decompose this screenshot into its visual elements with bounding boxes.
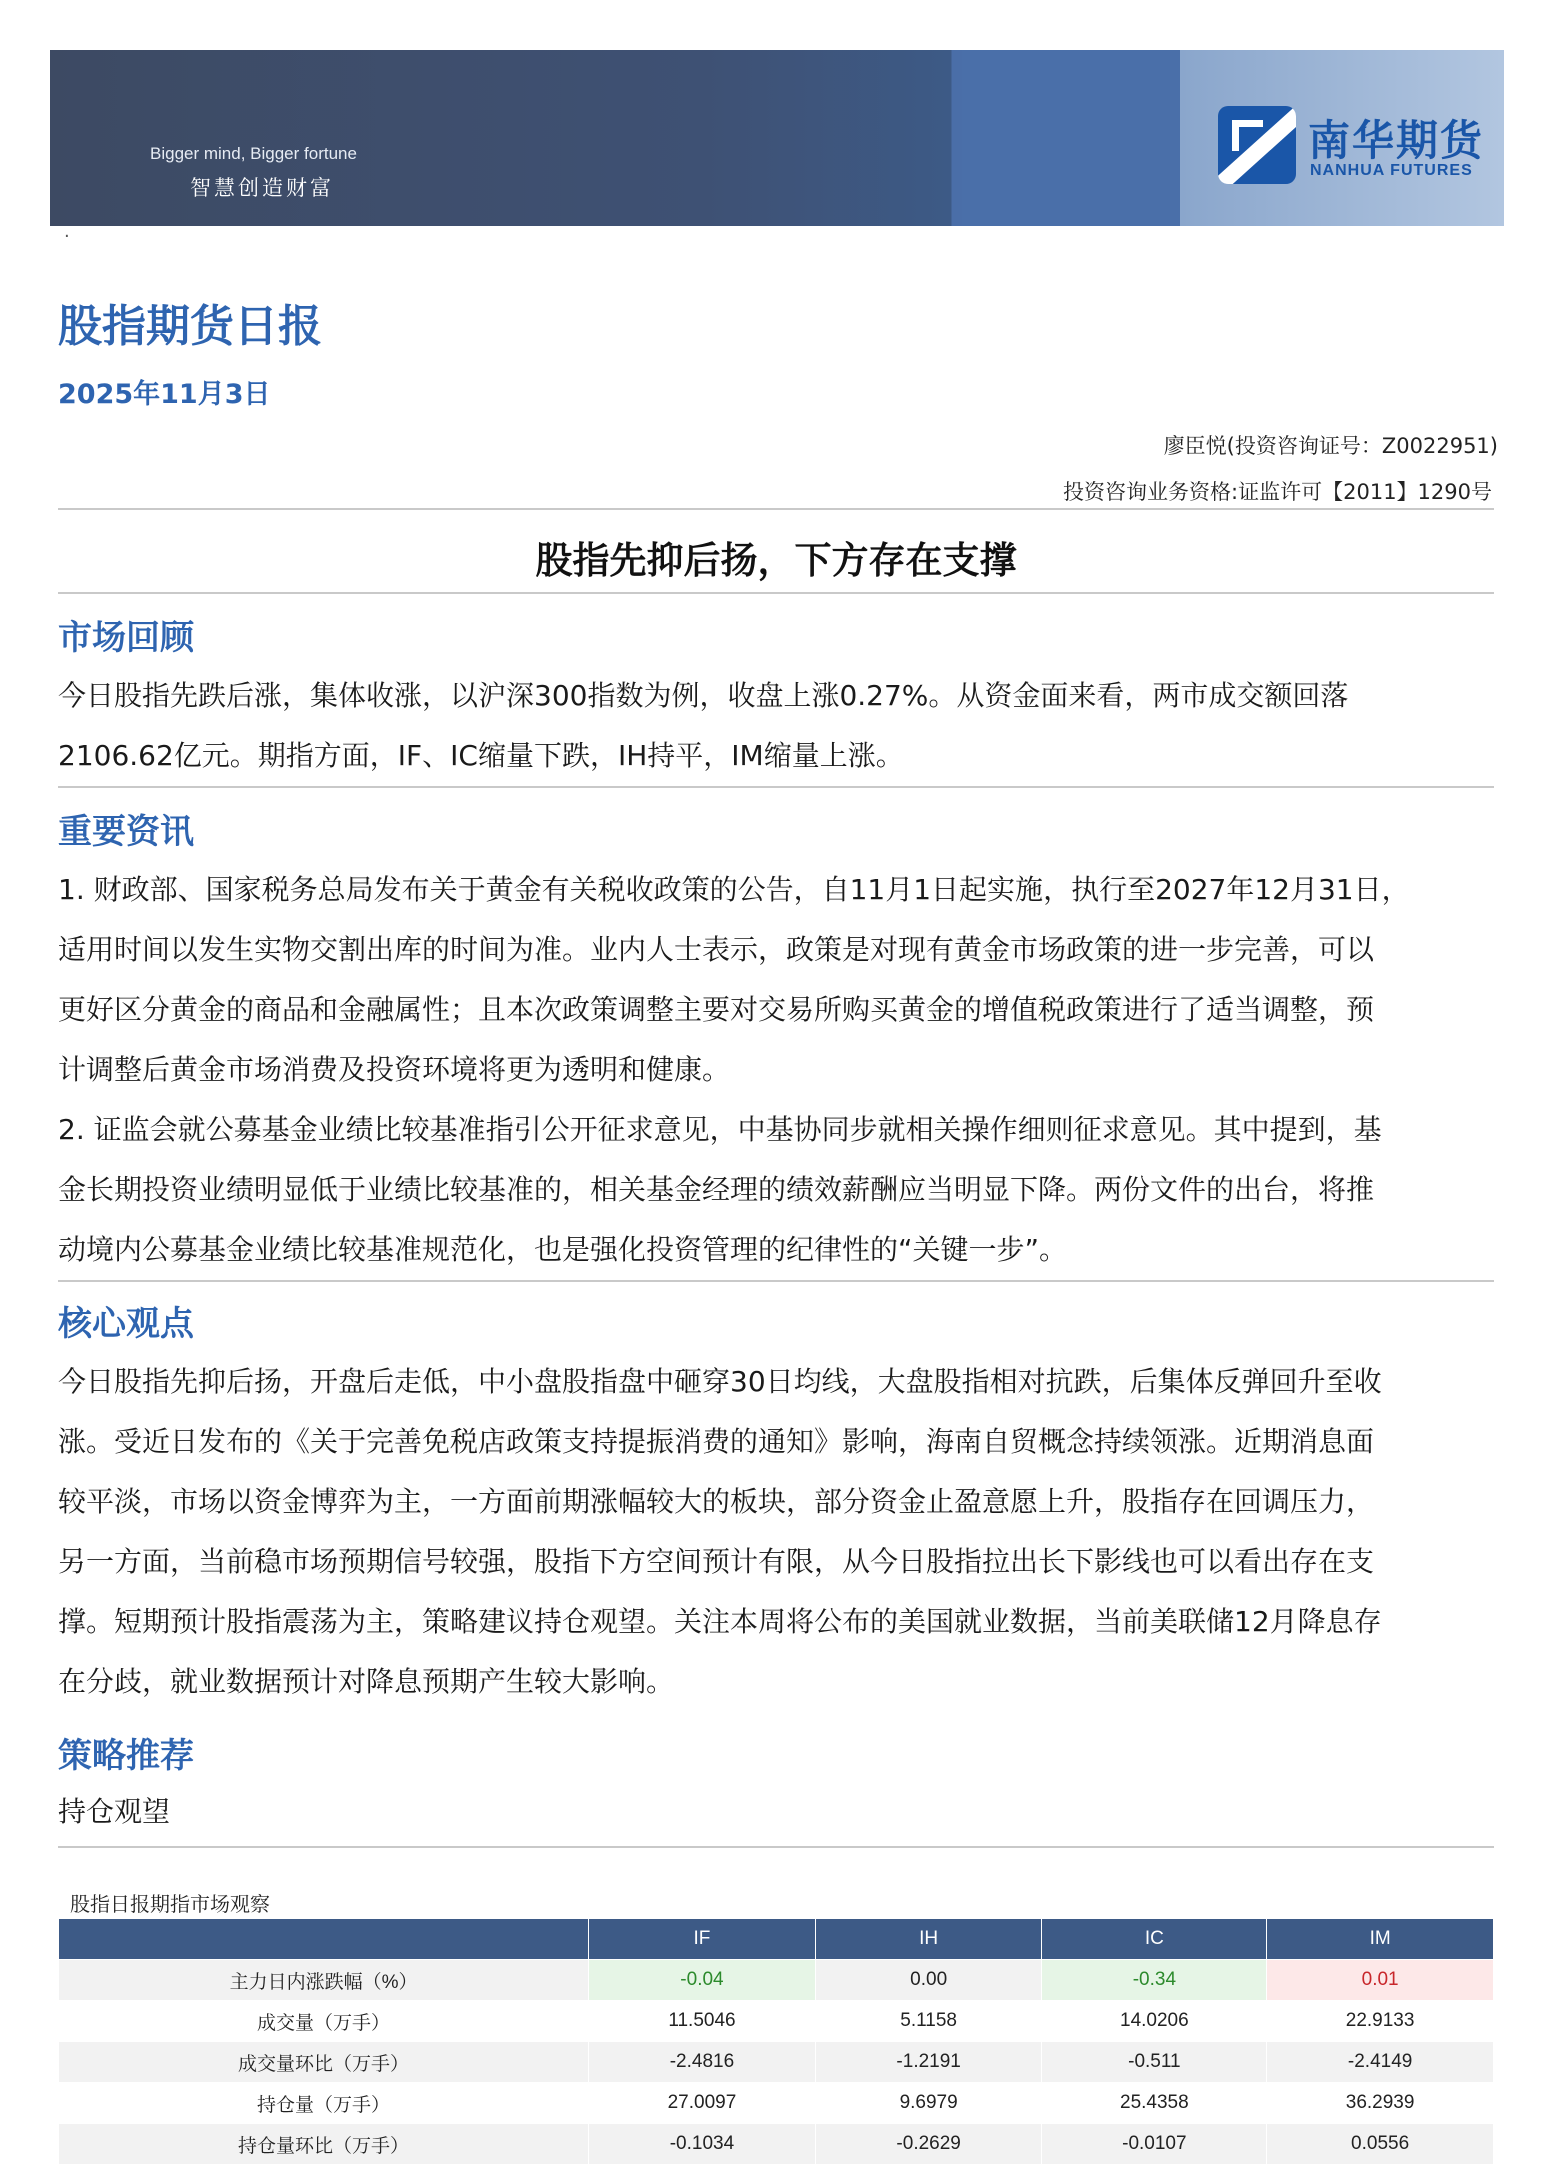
row-label: 成交量（万手） xyxy=(59,2001,589,2042)
news-line: 2. 证监会就公募基金业绩比较基准指引公开征求意见，中基协同步就相关操作细则征求意见。其中提到，基 xyxy=(58,1113,1382,1146)
table-cell: 36.2939 xyxy=(1267,2083,1494,2124)
table-cell: -2.4149 xyxy=(1267,2042,1494,2083)
view-line: 较平淡，市场以资金博弈为主，一方面前期涨幅较大的板块，部分资金止盈意愿上升，股指存在回调压力， xyxy=(58,1485,1375,1518)
divider xyxy=(58,786,1494,788)
table-cell: 22.9133 xyxy=(1267,2001,1494,2042)
table-cell: 5.1158 xyxy=(815,2001,1042,2042)
report-title: 股指期货日报 xyxy=(58,301,322,352)
column-header-ih: IH xyxy=(815,1919,1042,1960)
table-cell: 25.4358 xyxy=(1042,2083,1267,2124)
table-cell: 9.6979 xyxy=(815,2083,1042,2124)
column-header-ic: IC xyxy=(1042,1919,1267,1960)
table-cell: 14.0206 xyxy=(1042,2001,1267,2042)
view-line: 今日股指先抑后扬，开盘后走低，中小盘股指盘中砸穿30日均线，大盘股指相对抗跌，后集体反弹回升至收 xyxy=(58,1365,1382,1398)
nanhua-logo-icon xyxy=(1218,106,1296,184)
news-item-2 xyxy=(58,1100,1494,1280)
column-header-im: IM xyxy=(1267,1919,1494,1960)
header-dot: · xyxy=(64,226,70,247)
view-line: 另一方面，当前稳市场预期信号较强，股指下方空间预计有限，从今日股指拉出长下影线也可以看出存在支 xyxy=(58,1545,1375,1578)
section-title-view: 核心观点 xyxy=(58,1304,194,1344)
news-line: 1. 财政部、国家税务总局发布关于黄金有关税收政策的公告，自11月1日起实施，执行至2027年12月31日， xyxy=(58,873,1410,906)
review-paragraph xyxy=(58,666,1494,786)
table-cell: 0.01 xyxy=(1267,1960,1494,2001)
news-line: 动境内公募基金业绩比较基准规范化，也是强化投资管理的纪律性的“关键一步”。 xyxy=(58,1233,1068,1266)
table-row xyxy=(59,2083,1494,2124)
strategy-text: 持仓观望 xyxy=(58,1795,171,1828)
analyst-credit: 廖臣悦(投资咨询证号：Z0022951) xyxy=(1163,434,1498,458)
slogan-english: Bigger mind, Bigger fortune xyxy=(150,144,357,163)
headline: 股指先抑后扬，下方存在支撑 xyxy=(535,539,1017,582)
table-cell: -0.34 xyxy=(1042,1960,1267,2001)
news-line: 适用时间以发生实物交割出库的时间为准。业内人士表示，政策是对现有黄金市场政策的进一步完善，可以 xyxy=(58,933,1375,966)
divider xyxy=(58,592,1494,594)
table-row xyxy=(59,1960,1494,2001)
review-line: 今日股指先跌后涨，集体收涨，以沪深300指数为例，收盘上涨0.27%。从资金面来看，两市成交额回落 xyxy=(58,679,1349,712)
divider xyxy=(58,1846,1494,1848)
table-cell: 11.5046 xyxy=(589,2001,816,2042)
divider xyxy=(58,508,1494,510)
table-cell: -0.1034 xyxy=(589,2124,816,2165)
table-cell: -0.2629 xyxy=(815,2124,1042,2165)
view-paragraph xyxy=(58,1352,1494,1712)
license-info: 投资咨询业务资格:证监许可【2011】1290号 xyxy=(1063,480,1492,504)
table-cell: -1.2191 xyxy=(815,2042,1042,2083)
table-row xyxy=(59,2124,1494,2165)
table-cell: 0.00 xyxy=(815,1960,1042,2001)
table-header-row xyxy=(59,1919,1494,1960)
row-label: 持仓量环比（万手） xyxy=(59,2124,589,2165)
market-observation-table xyxy=(58,1918,1494,2165)
header-banner xyxy=(50,50,1504,226)
section-title-strategy: 策略推荐 xyxy=(58,1736,194,1776)
divider xyxy=(58,1280,1494,1282)
view-line: 在分歧，就业数据预计对降息预期产生较大影响。 xyxy=(58,1665,675,1698)
row-label: 持仓量（万手） xyxy=(59,2083,589,2124)
news-line: 金长期投资业绩明显低于业绩比较基准的，相关基金经理的绩效薪酬应当明显下降。两份文件的出台，将推 xyxy=(58,1173,1375,1206)
section-title-review: 市场回顾 xyxy=(58,618,194,658)
row-label: 成交量环比（万手） xyxy=(59,2042,589,2083)
table-cell: -0.0107 xyxy=(1042,2124,1267,2165)
news-item-1 xyxy=(58,860,1494,1100)
column-header xyxy=(59,1919,589,1960)
table-cell: -2.4816 xyxy=(589,2042,816,2083)
news-line: 更好区分黄金的商品和金融属性；且本次政策调整主要对交易所购买黄金的增值税政策进行了适当调整，预 xyxy=(58,993,1375,1026)
table-cell: -0.04 xyxy=(589,1960,816,2001)
news-line: 计调整后黄金市场消费及投资环境将更为透明和健康。 xyxy=(58,1053,731,1086)
view-line: 撑。短期预计股指震荡为主，策略建议持仓观望。关注本周将公布的美国就业数据，当前美联储12月降息存 xyxy=(58,1605,1382,1638)
report-date: 2025年11月3日 xyxy=(58,379,271,410)
table-cell: 0.0556 xyxy=(1267,2124,1494,2165)
review-line: 2106.62亿元。期指方面，IF、IC缩量下跌，IH持平，IM缩量上涨。 xyxy=(58,739,904,772)
section-title-news: 重要资讯 xyxy=(58,812,194,852)
table-row xyxy=(59,2042,1494,2083)
table-cell: 27.0097 xyxy=(589,2083,816,2124)
row-label: 主力日内涨跌幅（%） xyxy=(59,1960,589,2001)
view-line: 涨。受近日发布的《关于完善免税店政策支持提振消费的通知》影响，海南自贸概念持续领涨。近期消息面 xyxy=(58,1425,1375,1458)
banner-panel xyxy=(962,50,1180,226)
table-row xyxy=(59,2001,1494,2042)
column-header-if: IF xyxy=(589,1919,816,1960)
slogan-chinese: 智慧创造财富 xyxy=(190,176,334,200)
logo-text-en: NANHUA FUTURES xyxy=(1310,162,1473,179)
table-caption: 股指日报期指市场观察 xyxy=(70,1892,270,1916)
table-cell: -0.511 xyxy=(1042,2042,1267,2083)
logo-text-cn: 南华期货 xyxy=(1308,116,1485,165)
